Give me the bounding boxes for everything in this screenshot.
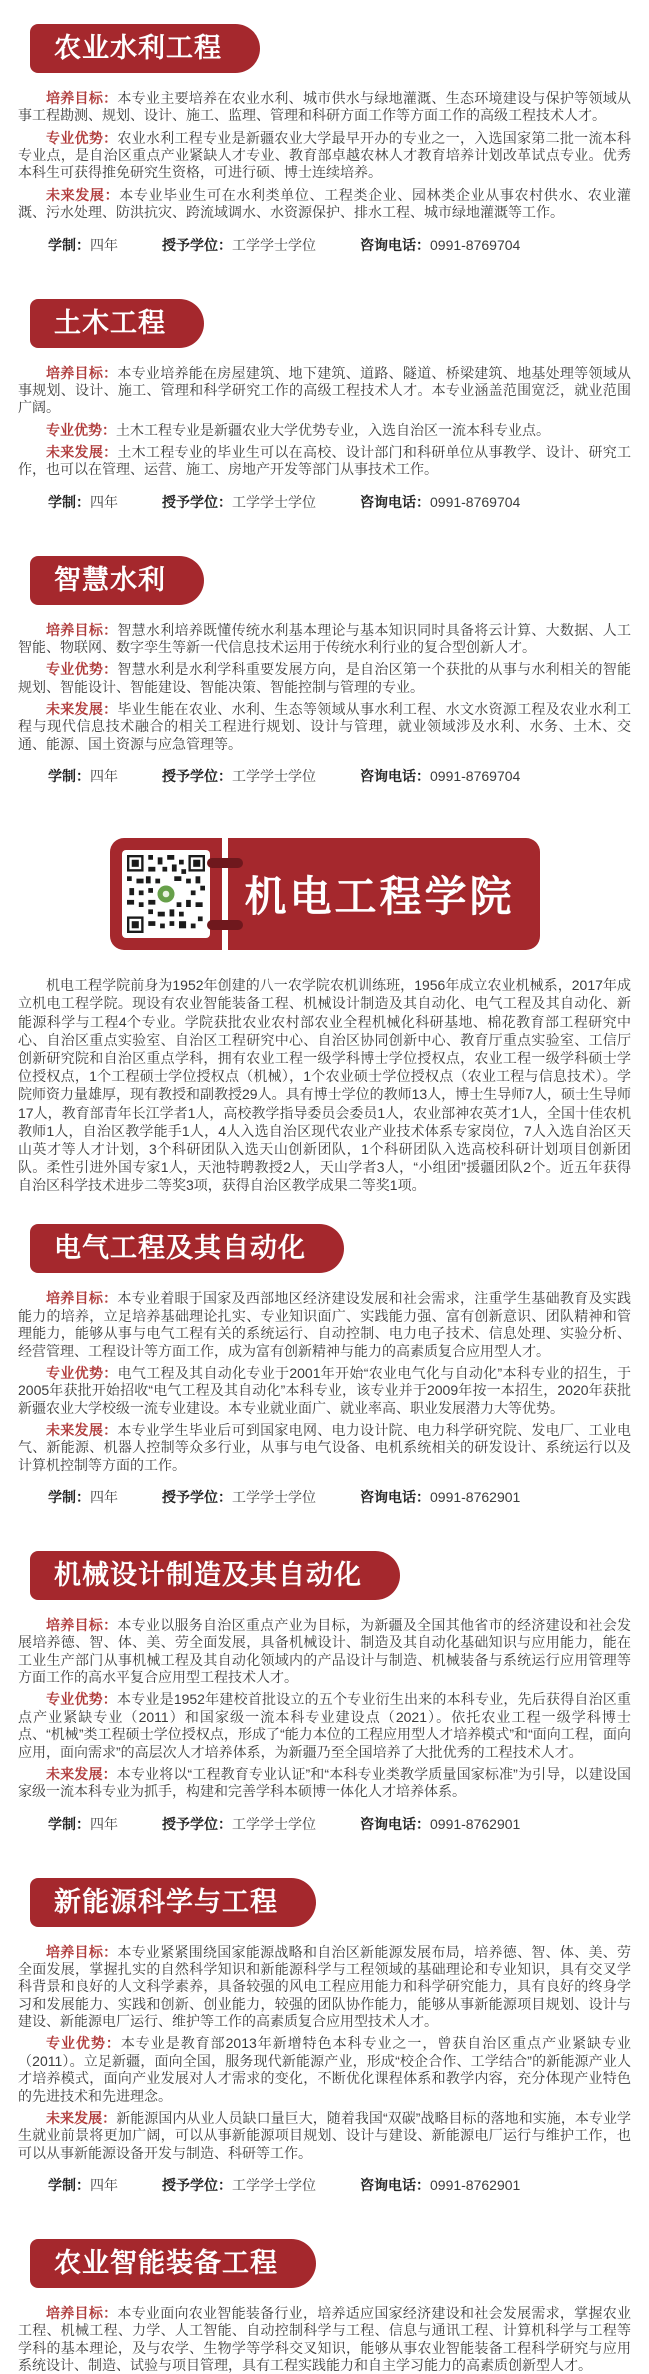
duration-value: 四年 [90,1489,118,1506]
phone-label: 咨询电话： [360,493,430,510]
duration-label: 学制： [48,236,90,253]
major-section [0,0,649,255]
duration-value: 四年 [90,236,118,253]
major-section [0,532,649,787]
advantage-paragraph: 专业优势：农业水利工程专业是新疆农业大学最早开办的专业之一，入选国家第二批一流本科专业点，是自治区重点产业紧缺人才专业、教育部卓越农林人才教育培养计划改革试点专业。优秀本科生可获得推免研究生资格，可进行硕、博士连续培养。 [18,129,631,181]
major-title: 农业水利工程 [54,33,222,63]
meta-row [48,492,631,512]
duration-item [48,766,118,786]
future-paragraph: 未来发展：土木工程专业的毕业生可以在高校、设计部门和科研单位从事教学、设计、研究工作，也可以在管理、运营、施工、房地产开发等部门从事技术工作。 [18,443,631,478]
major-section [0,1527,649,1834]
degree-item [162,235,316,255]
advantage-paragraph: 专业优势：本专业是教育部2013年新增特色本科专业之一，曾获自治区重点产业紧缺专业（2011）。立足新疆，面向全国，服务现代新能源产业，形成“校企合作、工学结合”的新能源产业人才培养模式，面向产业发展对人才需求的变化，不断优化课程体系和教学内容，充分体现产业特色的先进技术和先进理念。 [18,2035,631,2104]
degree-label: 授予学位： [162,2176,232,2193]
duration-label: 学制： [48,2176,90,2193]
future-label: 未来发展： [46,701,118,718]
training-goal-label: 培养目标： [46,1617,118,1634]
degree-label: 授予学位： [162,236,232,253]
degree-label: 授予学位： [162,1489,232,1506]
future-label: 未来发展： [46,186,120,203]
meta-row [48,1814,631,1834]
duration-value: 四年 [90,1815,118,1832]
major-section [0,1200,649,1507]
degree-item [162,1487,316,1507]
duration-item [48,2175,118,2195]
divider-dash-icon [207,920,243,930]
divider-dash-icon [207,858,243,868]
phone-value: 0991-8769704 [430,493,521,510]
duration-value: 四年 [90,768,118,785]
training-goal-paragraph: 培养目标：本专业紧紧围绕国家能源战略和自治区新能源发展布局，培养德、智、体、美、劳全面发展，掌握扎实的自然科学知识和新能源科学与工程领域的基础理论和专业知识，具有交叉学科背景和良好的人文科学素养，具备较强的风电工程应用能力和科学研究能力，具有良好的终身学习和发展能力、实践和创新、创业能力，较强的团队协作能力，能够从事新能源项目规划、设计与建设、新能源电厂运行、维护等工作的高素质复合应用型技术人才。 [18,1943,631,2030]
major-title: 机械设计制造及其自动化 [54,1560,362,1591]
advantage-paragraph: 专业优势：智慧水利是水利学科重要发展方向，是自治区第一个获批的从事与水利相关的智能规划、智能设计、智能建设、智能决策、智能控制与管理的专业。 [18,661,631,695]
degree-value: 工学学士学位 [232,493,316,510]
future-label: 未来发展： [46,443,118,460]
degree-label: 授予学位： [162,493,232,510]
degree-label: 授予学位： [162,1815,232,1832]
duration-label: 学制： [48,1815,90,1832]
advantage-paragraph: 专业优势：土木工程专业是新疆农业大学优势专业，入选自治区一流本科专业点。 [46,421,550,438]
phone-item [360,1814,520,1834]
degree-value: 工学学士学位 [232,236,316,253]
degree-label: 授予学位： [162,768,232,785]
advantage-label: 专业优势： [46,661,118,678]
future-paragraph: 未来发展：毕业生能在农业、水利、生态等领域从事水利工程、水文水资源工程及农业水利工程与现代信息技术融合的相关工程进行规划、设计与管理，就业领域涉及水利、水务、土木、交通、能源、国土资源与应急管理等。 [18,701,631,752]
degree-value: 工学学士学位 [232,1489,316,1506]
phone-label: 咨询电话： [360,236,430,253]
major-title-badge [30,1878,316,1927]
duration-item [48,235,118,255]
phone-label: 咨询电话： [360,2176,430,2193]
meta-row [48,1487,631,1507]
training-goal-paragraph: 培养目标：本专业面向农业智能装备行业，培养适应国家经济建设和社会发展需求，掌握农业工程、机械工程、力学、人工智能、自动控制科学与工程、信息与通讯工程、计算机科学与工程等学科的基本理论，及与农学、生物学等学科交叉知识，能够从事农业智能装备工程科学研究与应用系统设计、制造、试验与项目管理，具有工程实践能力和自主学习能力的高素质创新型人才。 [18,2304,631,2374]
major-title: 新能源科学与工程 [54,1886,278,1917]
college-title: 机电工程学院 [244,873,515,921]
duration-label: 学制： [48,768,90,785]
degree-item [162,1814,316,1834]
training-goal-label: 培养目标： [46,90,118,106]
major-title-badge [30,1551,400,1600]
advantage-label: 专业优势： [46,421,116,438]
training-goal-paragraph: 培养目标：本专业主要培养在农业水利、城市供水与绿地灌溉、生态环境建设与保护等领域从事工程勘测、规划、设计、施工、监理、管理和科研方面工作等方面工作的高级工程技术人才。 [18,90,631,124]
major-title-badge [30,299,204,348]
major-section [0,2215,649,2374]
training-goal-label: 培养目标： [46,1943,118,1960]
phone-item [360,492,520,512]
future-paragraph: 未来发展：新能源国内从业人员缺口量巨大，随着我国“双碳”战略目标的落地和实施，本专业学生就业前景将更加广阔，可以从事新能源项目规划、设计与建设、新能源电厂运行与维护工作，也可以从事新能源设备开发与制造、科研等工作。 [18,2109,631,2161]
degree-value: 工学学士学位 [232,1815,316,1832]
phone-item [360,2175,520,2195]
advantage-label: 专业优势： [46,1691,118,1708]
future-paragraph: 未来发展：本专业将以“工程教育专业认证”和“本科专业类教学质量国家标准”为引导，以建设国家级一流本科专业为抓手，构建和完善学科本硕博一体化人才培养体系。 [18,1765,632,1800]
degree-item [162,492,316,512]
training-goal-label: 培养目标： [46,621,118,638]
majors-group-mech-college [0,1200,649,2374]
major-title-badge [30,556,204,605]
major-title: 土木工程 [54,307,166,338]
duration-label: 学制： [48,493,90,510]
phone-label: 咨询电话： [360,1489,430,1506]
future-paragraph: 未来发展：本专业毕业生可在水利类单位、工程类企业、园林类企业从事农村供水、农业灌溉、污水处理、防洪抗灾、跨流域调水、水资源保护、排水工程、城市绿地灌溉等工作。 [18,186,632,221]
phone-value: 0991-8762901 [430,1815,521,1832]
training-goal-paragraph: 培养目标：智慧水利培养既懂传统水利基本理论与基本知识同时具备将云计算、大数据、人工智能、物联网、数字孪生等新一代信息技术运用于传统水利行业的复合型创新人才。 [18,621,631,656]
qr-code-svg [127,855,205,933]
degree-item [162,766,316,786]
major-section [0,1854,649,2195]
future-label: 未来发展： [46,1421,118,1438]
banner-divider [222,838,228,950]
duration-value: 四年 [90,493,118,510]
major-title: 电气工程及其自动化 [54,1233,306,1264]
advantage-label: 专业优势： [46,1364,118,1381]
degree-value: 工学学士学位 [232,768,316,785]
phone-value: 0991-8762901 [430,2176,521,2193]
duration-value: 四年 [90,2176,118,2193]
meta-row [48,766,631,786]
training-goal-label: 培养目标： [46,1290,118,1307]
phone-value: 0991-8769704 [430,768,521,785]
major-title-badge [30,2239,316,2288]
phone-value: 0991-8762901 [430,1489,521,1506]
degree-value: 工学学士学位 [232,2176,316,2193]
duration-item [48,1487,118,1507]
advantage-paragraph: 专业优势：电气工程及其自动化专业于2001年开始“农业电气化与自动化”本科专业的招生，于2005年获批开始招收“电气工程及其自动化”本科专业，该专业并于2009年按一本招生，2020年获批新疆农业大学校级一流专业建设。本专业就业面广、就业率高、职业发展潜力大等优势。 [18,1364,632,1416]
training-goal-paragraph: 培养目标：本专业培养能在房屋建筑、地下建筑、道路、隧道、桥梁建筑、地基处理等领域从事规划、设计、施工、管理和科学研究工作的高级工程技术人才。本专业涵盖范围宽泛，就业范围广阔。 [18,364,631,416]
college-intro: 机电工程学院前身为1952年创建的八一农学院农机训练班，1956年成立农业机械系，2017年成立机电工程学院。现设有农业智能装备工程、机械设计制造及其自动化、电气工程及其自动化、新能源科学与工程4个专业。学院获批农业农村部农业全程机械化科研基地、棉花教育部工程研究中心、自治区重点实验室、自治区工程研究中心、自治区协同创新中心、教育厅重点实验室、工信厅创新研究院和自治区重点学科，拥有农业工程一级学科博士学位授权点，农业工程一级学科硕士学位授权点，1个工程硕士学位授权点（机械），1个农业硕士学位授权点（农业工程与信息技术）。学院师资力量雄厚，现有教授和副教授29人。具有博士学位的教师13人，博士生导师7人，硕士生导师17人，教育部青年长江学者1人，高校教学指导委员会委员1人，农业部神农英才1人，全国十佳农机教师1人，自治区教学能手1人，4人入选自治区现代农业产业技术体系专家岗位，7人入选自治区天山英才等人才计划，3个科研团队入选天山创新团队，1个科研团队入选高校科研计划项目创新团队。柔性引进外国专家1人，天池特聘教授2人，天山学者3人，“小组团”援疆团队2个。近五年获得自治区科学技术进步二等奖3项，获得自治区教学成果二等奖1项。 [18,977,631,1194]
phone-item [360,235,520,255]
major-title-badge [30,1224,344,1273]
advantage-label: 专业优势： [46,129,118,146]
major-title-badge [30,24,260,73]
advantage-label: 专业优势： [46,2035,121,2052]
training-goal-label: 培养目标： [46,364,118,381]
college-banner [110,838,540,950]
phone-item [360,766,520,786]
meta-row [48,2175,631,2195]
phone-label: 咨询电话： [360,1815,430,1832]
qr-code-icon [122,850,210,938]
phone-label: 咨询电话： [360,768,430,785]
majors-group-water-college [0,0,649,786]
future-label: 未来发展： [46,2109,117,2126]
duration-item [48,492,118,512]
duration-item [48,1814,118,1834]
training-goal-label: 培养目标： [46,2304,118,2321]
degree-item [162,2175,316,2195]
duration-label: 学制： [48,1489,90,1506]
training-goal-paragraph: 培养目标：本专业着眼于国家及西部地区经济建设发展和社会需求，注重学生基础教育及实践能力的培养，立足培养基础理论扎实、专业知识面广、实践能力强、富有创新意识、团队精神和管理能力，能够从事与电气工程有关的系统运行、自动控制、电力电子技术、信息处理、实验分析、经营管理、工程设计等方面工作，成为富有创新精神与能力的高素质复合应用型人才。 [18,1290,631,1359]
major-title: 农业智能装备工程 [54,2247,278,2278]
major-section [0,275,649,512]
advantage-paragraph: 专业优势：本专业是1952年建校首批设立的五个专业衍生出来的本科专业，先后获得自治区重点产业紧缺专业（2011）和国家级一流本科专业建设点（2021）。依托农业工程一级学科博士点、“机械”类工程硕士学位授权点，形成了“能力本位的工程应用型人才培养模式”和“面向工程，面向应用，面向需求”的高层次人才培养体系，为新疆乃至全国培养了大批优秀的工程技术人才。 [18,1691,631,1760]
meta-row [48,235,631,255]
future-label: 未来发展： [46,1765,117,1782]
phone-item [360,1487,520,1507]
phone-value: 0991-8769704 [430,236,521,253]
future-paragraph: 未来发展：本专业学生毕业后可到国家电网、电力设计院、电力科学研究院、发电厂、工业电气、新能源、机器人控制等众多行业，从事与电气设备、电机系统相关的研发设计、系统运行以及计算机控制等方面的工作。 [18,1421,631,1473]
major-title: 智慧水利 [54,564,166,595]
training-goal-paragraph: 培养目标：本专业以服务自治区重点产业为目标，为新疆及全国其他省市的经济建设和社会发展培养德、智、体、美、劳全面发展，具备机械设计、制造及其自动化基础知识与应用能力，能在工业生产部门从事机械工程及其自动化领域内的产品设计与制造、机械装备与系统运行应用管理等方面工作的高水平复合应用型工程技术人才。 [18,1617,631,1686]
